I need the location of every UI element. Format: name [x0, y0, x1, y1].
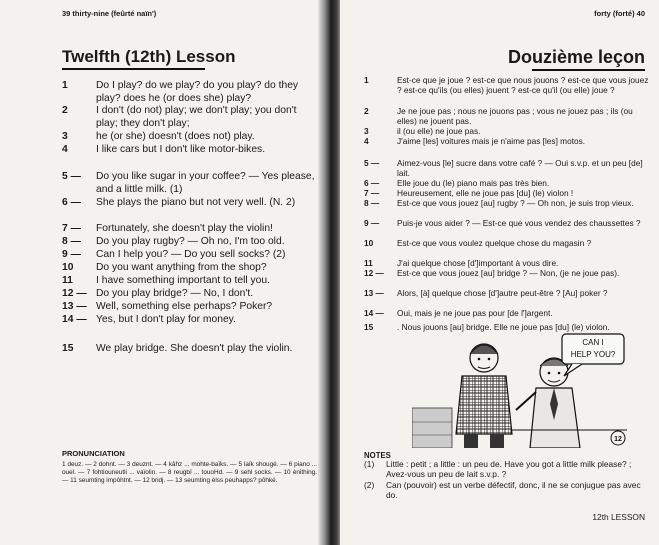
- lesson-stamp-number: 12: [614, 436, 622, 443]
- lesson-title-french: Douzième leçon: [507, 47, 645, 67]
- title-underline-french: [532, 69, 645, 71]
- lesson-title-english: Twelfth (12th) Lesson: [62, 47, 236, 66]
- left-page: 39 thirty-nine (feûrté naïn') Twelfth (12th) Lesson 1 Do I play? do we play? do you play? do they play? does he (or does she) play? 2 I don't (do not) play; we don't play; you don't play; they don't play; 3 he (or she) doesn't (does not) play. 4 I like cars but I don't like motor-bikes. 5 — Do you like sugar in your coffee? — Yes please, and a little milk. (1) 6 — She plays the piano but not very well. (N. 2) 7 — Fortunately, she doesn't play the violin! 8 — Do you play rugby? — Oh no, I'm too old. 9 — Can I help you? — Do you sell socks? (2) 10 Do you want anything from the shop? 11 I have something important to tell you. 12 — Do you play bridge? — No, I don't. 13 — Well, something else perhaps? Poker? 14 — Yes, but I don't play for money. 15 We play bridge. She doesn't play the violin. PRONUNCIATION 1 deuz. — 2 dohnt. — 3 deuznt. — 4 kâhz ... mohte-baïks. — 5 laïk shougé. — 6 piano ... ouel. — 7 fohtiouneutli ... vaïolin. — 8 reugbï ... touoHd. — 9 sehl socks. — 10 ènithing. — 11 seumting impôhtnt. — 12 bridj. — 13 seumting èlss peuhapps? pôhké.: [0, 0, 320, 545]
- shop-cartoon-illustration: [412, 330, 627, 448]
- right-page-header: forty (forté) 40: [594, 9, 645, 18]
- pronunciation-text: 1 deuz. — 2 dohnt. — 3 deuznt. — 4 kâhz ... mohte-baïks. — 5 laïk shougé. — 6 piano ... ouel. — 7 fohtiouneutli ... vaïolin. — 8 reugbï ... touoHd. — 9 sehl socks. — 10 ènithing. — 11 seumting impôhtnt. — 12 bridj. — 13 seumting èlss peuhapps? pôhké.: [62, 461, 317, 484]
- shelf-boxes: [412, 408, 452, 448]
- title-underline: [62, 68, 205, 70]
- speech-bubble-line-2: HELP YOU?: [570, 350, 616, 359]
- speech-bubble: [562, 334, 624, 376]
- speech-bubble-line-1: CAN I: [582, 338, 604, 347]
- lesson-stamp: [611, 431, 625, 445]
- left-page-header: 39 thirty-nine (feûrté naïn'): [62, 9, 157, 18]
- customer-figure: [456, 344, 512, 448]
- book-gutter: [318, 0, 342, 545]
- right-page: forty (forté) 40 Douzième leçon 1 Est-ce que je joue ? est-ce que nous jouons ? est-ce que vous jouez ? est-ce qu'ils (ou elles) jouent ? est-ce qu'il (ou elle) joue ? 2 Je ne joue pas ; nous ne jouons pas ; vous ne jouez pas ; ils (ou elles) ne jouent pas. 3 il (ou elle) ne joue pas. 4 J'aime [les] voitures mais je n'aime pas [les] motos. 5 — Aimez-vous [le] sucre dans votre café ? — Oui s.v.p. et un peu [de] lait. 6 — Elle joue du (le) piano mais pas très bien. 7 — Heureusement, elle ne joue pas [du] (le) violon ! 8 — Est-ce que vous jouez [au] rugby ? — Oh non, je suis trop vieux. 9 — Puis-je vous aider ? — Est-ce que vous vendez des chaussettes ? 10 Est-ce que vous voulez quelque chose du magasin ? 11 J'ai quelque chose [d']important à vous dire. 12 — Est-ce que vous jouez [au] bridge ? — Non, (je ne joue pas). 13 — Alors, [à] quelque chose [d']autre peut-être ? [Au] poker ? 14 — Oui, mais je ne joue pas pour [de l']argent. 15 . Nous jouons [au] bridge. Elle ne joue pas [du] (le) violon. CAN I HELP YOU? 12 NOTES (1) Little : petit ; a little : un peu de. Have you got a little milk please? ; Avez-vous un peu de lait s.v.p. ? (2) Can (pouvoir) est un verbe défectif, donc, il ne se conjugue pas avec do. 12th LESSON: [340, 0, 659, 545]
- notes-heading: NOTES: [364, 451, 391, 460]
- lesson-footer: 12th LESSON: [592, 512, 645, 522]
- pronunciation-heading: PRONUNCIATION: [62, 449, 125, 458]
